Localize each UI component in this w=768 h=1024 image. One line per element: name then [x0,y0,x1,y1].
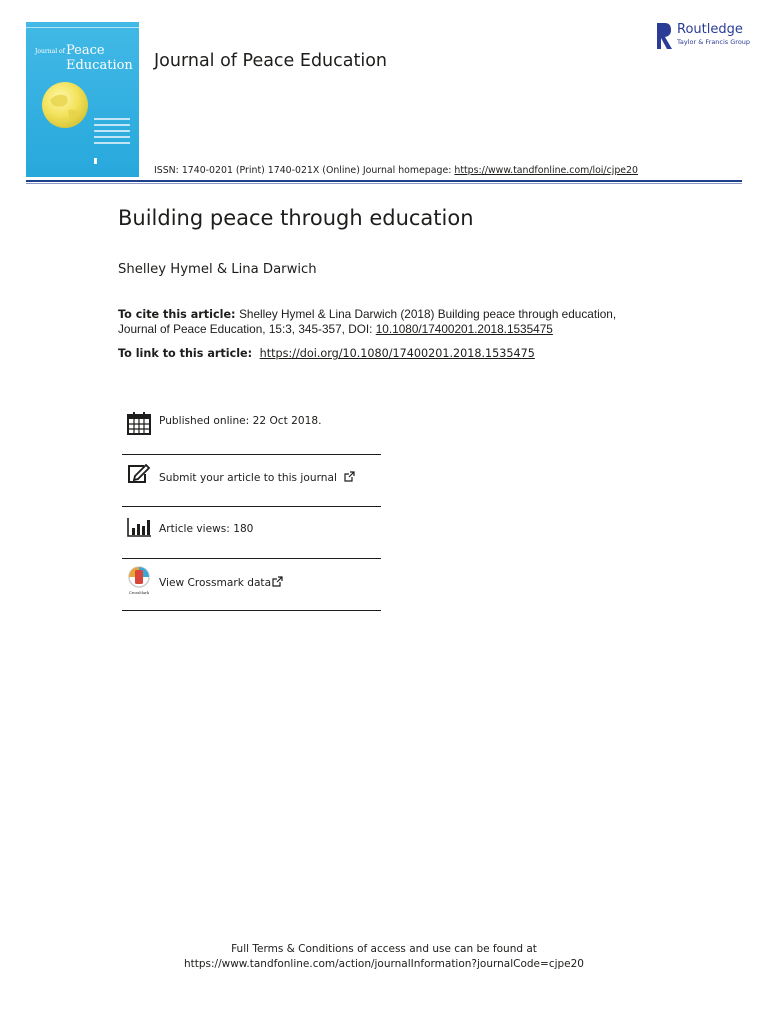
external-link-icon [344,471,355,482]
header-rule [26,180,742,182]
issn-text: ISSN: 1740-0201 (Print) 1740-021X (Online) Journal homepage: [154,165,452,176]
citation-line-2 [118,322,678,337]
routledge-r-icon [655,21,673,51]
cite-text-2: Journal of Peace Education, 15:3, 345-357, DOI: [118,322,373,336]
publisher-logo [655,21,751,51]
article-doi-url[interactable]: https://doi.org/10.1080/17400201.2018.1535475 [259,347,535,360]
publisher-name: Routledge [677,22,743,37]
crossmark-text: View Crossmark data [159,577,272,589]
article-authors: Shelley Hymel & Lina Darwich [118,262,317,277]
cover-title-education: Education [66,58,133,73]
crossmark-logo-text: CrossMark [128,591,150,595]
cite-label: To cite this article: [118,308,236,321]
crossmark-icon [126,566,152,596]
submit-article-item[interactable] [122,455,381,507]
article-views-text: Article views: 180 [159,523,254,535]
cover-title-peace: Peace [66,43,105,58]
journal-title: Journal of Peace Education [154,51,388,71]
published-online-item [122,403,381,455]
journal-homepage-link[interactable]: https://www.tandfonline.com/loi/cjpe20 [454,165,638,176]
doi-link[interactable]: 10.1080/17400201.2018.1535475 [375,322,553,336]
citation-line-1 [118,307,678,322]
citation-block [118,307,678,337]
calendar-icon [126,410,152,436]
bar-chart-icon [126,514,152,540]
cover-journal-of: Journal of [35,48,65,55]
cover-publisher-logo [94,158,123,164]
submit-article-text: Submit your article to this journal [159,472,337,484]
crossmark-link[interactable] [159,576,283,589]
article-title: Building peace through education [118,206,474,230]
article-link-block [118,347,535,360]
crossmark-item[interactable] [122,559,381,611]
cite-text-1: Shelley Hymel & Lina Darwich (2018) Building peace through education, [239,307,617,321]
terms-line-1: Full Terms & Conditions of access and use can be found at [231,943,537,955]
issn-line [154,165,638,176]
edit-icon [126,462,152,488]
terms-footer [0,942,768,972]
publisher-subtitle: Taylor & Francis Group [677,38,751,46]
published-online-text: Published online: 22 Oct 2018. [159,415,322,427]
journal-cover-image [26,22,139,177]
link-label: To link to this article: [118,347,253,360]
article-info-list [122,403,381,611]
cover-contents-lines [94,118,130,148]
globe-icon [40,80,90,130]
external-link-icon [272,576,283,587]
cover-top-rule [26,25,139,28]
terms-line-2[interactable]: https://www.tandfonline.com/action/journalInformation?journalCode=cjpe20 [183,958,584,970]
article-views-item [122,507,381,559]
header-rule-thin [26,183,742,184]
submit-article-link[interactable] [159,471,355,484]
